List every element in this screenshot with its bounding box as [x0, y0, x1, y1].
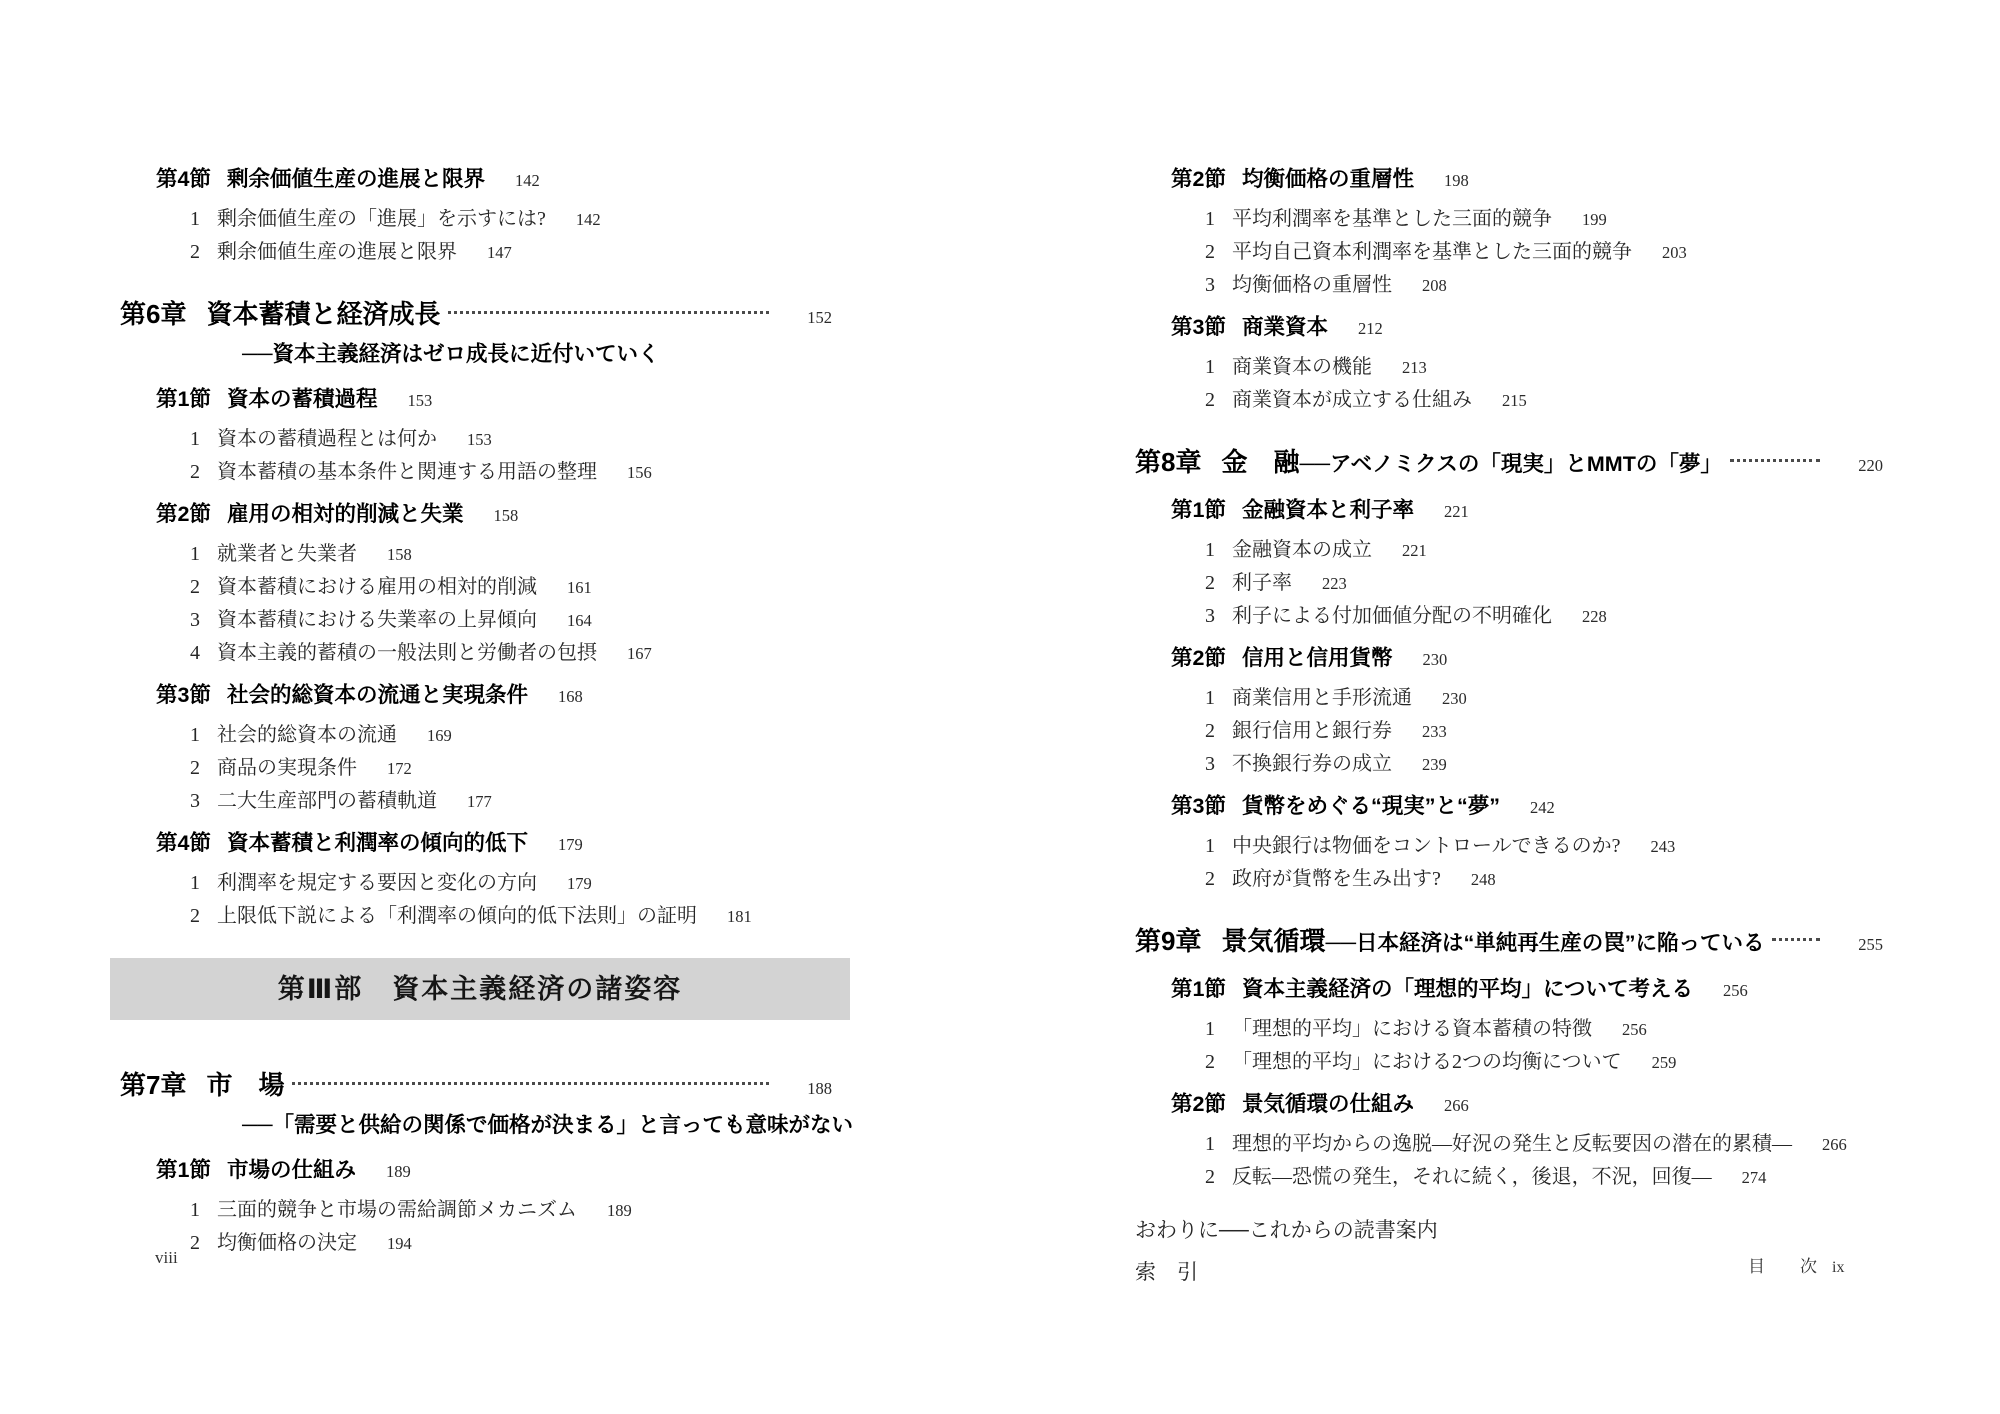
toc-item — [1135, 748, 1883, 781]
toc-item — [1135, 236, 1883, 269]
item-title: 資本蓄積における失業率の上昇傾向 — [217, 609, 537, 631]
item-title: 利潤率を規定する要因と変化の方向 — [217, 872, 537, 894]
toc-column-right — [1135, 163, 1883, 1289]
toc-entry — [1135, 1214, 1883, 1247]
chapter-title: 市 場 — [206, 1070, 285, 1100]
section-number: 第2節 — [1171, 1092, 1226, 1116]
toc-column-left — [120, 163, 853, 1260]
chapter-title: 金 融 — [1221, 447, 1300, 477]
section-title: 均衡価格の重層性 — [1241, 167, 1414, 191]
section-title: 金融資本と利子率 — [1241, 498, 1414, 522]
chapter-number: 第7章 — [120, 1070, 187, 1100]
item-title: 理想的平均からの逸脱―好況の発生と反転要因の潜在的累積― — [1232, 1133, 1792, 1155]
item-number: 1 — [1205, 356, 1215, 378]
item-page-number: 259 — [1651, 1053, 1677, 1072]
item-title: 「理想的平均」における資本蓄積の特徴 — [1232, 1018, 1592, 1040]
item-title: 資本蓄積における雇用の相対的削減 — [217, 576, 537, 598]
toc-item — [1135, 1161, 1883, 1194]
toc-section — [1135, 163, 1883, 197]
item-number: 2 — [1205, 241, 1215, 263]
item-page-number: 233 — [1422, 722, 1447, 741]
item-page-number: 230 — [1442, 689, 1467, 708]
section-title: 剰余価値生産の進展と限界 — [226, 167, 485, 191]
section-title: 資本の蓄積過程 — [226, 387, 378, 411]
chapter-subtitle-text: ──「需要と供給の関係で価格が決まる」と言っても意味がない — [242, 1113, 853, 1137]
section-page-number: 198 — [1443, 171, 1469, 190]
item-number: 3 — [1205, 753, 1215, 775]
item-page-number: 161 — [567, 578, 592, 597]
toc-item — [120, 604, 832, 637]
toc-chapter — [120, 295, 832, 337]
item-page-number: 203 — [1662, 243, 1687, 262]
toc-item — [120, 637, 832, 670]
section-number: 第4節 — [156, 167, 211, 191]
chapter-page-number: 255 — [1858, 935, 1883, 954]
toc-item — [120, 203, 832, 236]
section-number: 第3節 — [156, 683, 211, 707]
item-number: 1 — [190, 872, 200, 894]
item-page-number: 223 — [1322, 574, 1347, 593]
page-number-right — [1748, 1252, 1844, 1277]
item-number: 2 — [1205, 389, 1215, 411]
toc-item — [1135, 269, 1883, 302]
item-number: 1 — [1205, 1018, 1215, 1040]
section-page-number: 142 — [514, 171, 540, 190]
item-page-number: 153 — [467, 430, 492, 449]
chapter-number: 第9章 — [1135, 926, 1202, 956]
item-title: 資本の蓄積過程とは何か — [217, 428, 437, 450]
chapter-title: 資本蓄積と経済成長 — [206, 299, 441, 329]
item-title: 平均自己資本利潤率を基準とした三面的競争 — [1232, 241, 1632, 263]
section-page-number: 221 — [1443, 502, 1469, 521]
section-number: 第1節 — [1171, 977, 1226, 1001]
item-page-number: 181 — [727, 907, 752, 926]
toc-item — [120, 867, 832, 900]
section-title: 資本主義経済の「理想的平均」について考える — [1241, 977, 1694, 1001]
item-number: 2 — [1205, 720, 1215, 742]
entry-text: おわりに──これからの読書案内 — [1135, 1218, 1438, 1242]
toc-section — [1135, 494, 1883, 528]
leader-dots — [1772, 938, 1820, 941]
item-title: 政府が貨幣を生み出す? — [1232, 868, 1441, 890]
item-number: 1 — [190, 724, 200, 746]
section-title: 信用と信用貨幣 — [1241, 646, 1393, 670]
toc-section — [120, 679, 832, 713]
section-page-number: 256 — [1723, 981, 1748, 1000]
item-number: 2 — [190, 576, 200, 598]
entry-text: 索 引 — [1135, 1260, 1198, 1284]
section-title: 貨幣をめぐる“現実”と“夢” — [1241, 794, 1500, 818]
item-number: 2 — [1205, 868, 1215, 890]
section-page-number: 153 — [407, 391, 433, 410]
item-page-number: 172 — [387, 759, 412, 778]
item-number: 3 — [1205, 274, 1215, 296]
section-number: 第2節 — [1171, 646, 1226, 670]
toc-item — [1135, 534, 1883, 567]
page-number-left — [155, 1248, 178, 1268]
item-number: 2 — [1205, 1051, 1215, 1073]
item-number: 2 — [1205, 572, 1215, 594]
toc-item — [1135, 203, 1883, 236]
toc-section — [1135, 1088, 1883, 1122]
item-number: 3 — [190, 790, 200, 812]
toc-item — [1135, 863, 1883, 896]
item-number: 1 — [1205, 539, 1215, 561]
toc-item — [1135, 715, 1883, 748]
item-number: 2 — [190, 461, 200, 483]
toc-item — [120, 719, 832, 752]
chapter-page-number: 152 — [807, 308, 832, 327]
item-number: 1 — [1205, 208, 1215, 230]
item-page-number: 179 — [567, 874, 592, 893]
item-title: 資本蓄積の基本条件と関連する用語の整理 — [217, 461, 597, 483]
chapter-subtitle-text: ──資本主義経済はゼロ成長に近付いていく — [242, 342, 660, 366]
toc-item — [120, 900, 832, 933]
toc-item — [120, 752, 832, 785]
toc-section — [120, 383, 832, 417]
folio-right: ix — [1832, 1259, 1845, 1276]
item-page-number: 158 — [387, 545, 412, 564]
leader-dots — [448, 311, 769, 314]
item-page-number: 208 — [1422, 276, 1447, 295]
toc-item — [120, 538, 832, 571]
chapter-page-number: 220 — [1858, 456, 1883, 475]
toc-section — [1135, 311, 1883, 345]
toc-item — [120, 1194, 832, 1227]
item-title: 中央銀行は物価をコントロールできるのか? — [1232, 835, 1621, 857]
item-page-number: 243 — [1650, 837, 1676, 856]
section-page-number: 158 — [493, 506, 519, 525]
toc-item — [1135, 600, 1883, 633]
item-page-number: 256 — [1622, 1020, 1647, 1039]
item-title: 金融資本の成立 — [1232, 539, 1372, 561]
toc-item — [1135, 1046, 1883, 1079]
item-title: 利子率 — [1232, 572, 1292, 594]
section-title: 雇用の相対的削減と失業 — [226, 502, 464, 526]
toc-item — [120, 423, 832, 456]
item-title: 剰余価値生産の進展と限界 — [217, 241, 457, 263]
item-number: 2 — [190, 905, 200, 927]
section-number: 第3節 — [1171, 794, 1226, 818]
item-title: 商品の実現条件 — [217, 757, 357, 779]
item-title: 商業信用と手形流通 — [1232, 687, 1412, 709]
section-number: 第4節 — [156, 831, 211, 855]
toc-item — [120, 236, 832, 269]
item-page-number: 147 — [487, 243, 512, 262]
item-page-number: 228 — [1582, 607, 1607, 626]
item-page-number: 156 — [627, 463, 652, 482]
item-title: 商業資本の機能 — [1232, 356, 1372, 378]
part-banner-title: 第Ⅲ部 資本主義経済の諸姿容 — [277, 973, 683, 1004]
item-page-number: 167 — [627, 644, 652, 663]
toc-chapter — [1135, 443, 1883, 485]
item-title: 二大生産部門の蓄積軌道 — [217, 790, 437, 812]
section-page-number: 179 — [557, 835, 583, 854]
item-title: 三面的競争と市場の需給調節メカニズム — [217, 1199, 577, 1221]
item-number: 1 — [190, 208, 200, 230]
toc-item — [1135, 384, 1883, 417]
section-title: 市場の仕組み — [226, 1158, 356, 1182]
item-number: 1 — [190, 543, 200, 565]
toc-chapter — [120, 1066, 832, 1108]
item-page-number: 274 — [1741, 1168, 1767, 1187]
part-banner — [110, 958, 850, 1020]
leader-dots — [1730, 459, 1820, 462]
toc-item — [120, 456, 832, 489]
toc-section — [120, 827, 832, 861]
toc-item — [120, 571, 832, 604]
section-number: 第2節 — [1171, 167, 1226, 191]
toc-item — [1135, 1128, 1883, 1161]
item-title: 反転―恐慌の発生，それに続く，後退，不況，回復― — [1232, 1166, 1712, 1188]
item-title: 銀行信用と銀行券 — [1232, 720, 1392, 742]
item-page-number: 248 — [1470, 870, 1496, 889]
item-number: 2 — [1205, 1166, 1215, 1188]
item-number: 1 — [1205, 1133, 1215, 1155]
item-title: 商業資本が成立する仕組み — [1232, 389, 1472, 411]
chapter-subtitle: ──日本経済は“単純再生産の罠”に陥っている — [1325, 931, 1765, 955]
toc-item — [1135, 567, 1883, 600]
item-page-number: 213 — [1402, 358, 1427, 377]
item-title: 就業者と失業者 — [217, 543, 357, 565]
item-number: 1 — [1205, 835, 1215, 857]
item-number: 1 — [190, 1199, 200, 1221]
toc-chapter-subtitle — [120, 337, 832, 371]
chapter-number: 第8章 — [1135, 447, 1202, 477]
toc-section — [120, 498, 832, 532]
toc-chapter — [1135, 922, 1883, 964]
item-title: 均衡価格の重層性 — [1232, 274, 1392, 296]
section-page-number: 168 — [557, 687, 583, 706]
running-title: 目 次 — [1748, 1257, 1826, 1276]
section-number: 第2節 — [156, 502, 211, 526]
chapter-page-number: 188 — [807, 1079, 832, 1098]
item-title: 剰余価値生産の「進展」を示すには? — [217, 208, 546, 230]
item-number: 4 — [190, 642, 200, 664]
item-number: 2 — [190, 1232, 200, 1254]
item-page-number: 194 — [387, 1234, 412, 1253]
item-page-number: 164 — [567, 611, 592, 630]
item-title: 利子による付加価値分配の不明確化 — [1232, 605, 1552, 627]
section-page-number: 189 — [385, 1162, 411, 1181]
item-number: 1 — [190, 428, 200, 450]
section-number: 第1節 — [1171, 498, 1226, 522]
item-page-number: 215 — [1502, 391, 1527, 410]
item-title: 社会的総資本の流通 — [217, 724, 397, 746]
section-page-number: 212 — [1357, 319, 1383, 338]
item-title: 上限低下説による「利潤率の傾向的低下法則」の証明 — [217, 905, 697, 927]
chapter-subtitle: ──アベノミクスの「現実」とMMTの「夢」 — [1299, 452, 1722, 476]
item-page-number: 177 — [467, 792, 492, 811]
item-title: 不換銀行券の成立 — [1232, 753, 1392, 775]
item-number: 1 — [1205, 687, 1215, 709]
section-number: 第3節 — [1171, 315, 1226, 339]
section-title: 景気循環の仕組み — [1241, 1092, 1414, 1116]
chapter-title: 景気循環 — [1221, 926, 1326, 956]
toc-chapter-subtitle — [120, 1108, 853, 1142]
item-title: 資本主義的蓄積の一般法則と労働者の包摂 — [217, 642, 597, 664]
item-number: 3 — [190, 609, 200, 631]
toc-item — [1135, 682, 1883, 715]
item-number: 2 — [190, 757, 200, 779]
toc-section — [120, 163, 832, 197]
item-page-number: 169 — [427, 726, 452, 745]
item-page-number: 199 — [1582, 210, 1607, 229]
section-number: 第1節 — [156, 1158, 211, 1182]
item-page-number: 189 — [607, 1201, 632, 1220]
section-title: 商業資本 — [1241, 315, 1328, 339]
leader-dots — [292, 1082, 769, 1085]
toc-section — [1135, 790, 1883, 824]
section-page-number: 242 — [1529, 798, 1555, 817]
toc-section — [1135, 973, 1883, 1007]
item-page-number: 266 — [1822, 1135, 1847, 1154]
chapter-number: 第6章 — [120, 299, 187, 329]
section-title: 社会的総資本の流通と実現条件 — [226, 683, 528, 707]
item-title: 平均利潤率を基準とした三面的競争 — [1232, 208, 1552, 230]
section-page-number: 266 — [1443, 1096, 1469, 1115]
section-page-number: 230 — [1422, 650, 1448, 669]
item-page-number: 142 — [575, 210, 601, 229]
toc-item — [120, 1227, 832, 1260]
toc-item — [1135, 1013, 1883, 1046]
section-title: 資本蓄積と利潤率の傾向的低下 — [226, 831, 528, 855]
item-page-number: 221 — [1402, 541, 1427, 560]
item-title: 均衡価格の決定 — [217, 1232, 357, 1254]
section-number: 第1節 — [156, 387, 211, 411]
toc-section — [1135, 642, 1883, 676]
toc-item — [120, 785, 832, 818]
toc-item — [1135, 351, 1883, 384]
item-number: 2 — [190, 241, 200, 263]
item-page-number: 239 — [1422, 755, 1447, 774]
toc-item — [1135, 830, 1883, 863]
item-title: 「理想的平均」における2つの均衡について — [1232, 1051, 1622, 1073]
toc-section — [120, 1154, 832, 1188]
item-number: 3 — [1205, 605, 1215, 627]
folio-left: viii — [155, 1248, 178, 1267]
